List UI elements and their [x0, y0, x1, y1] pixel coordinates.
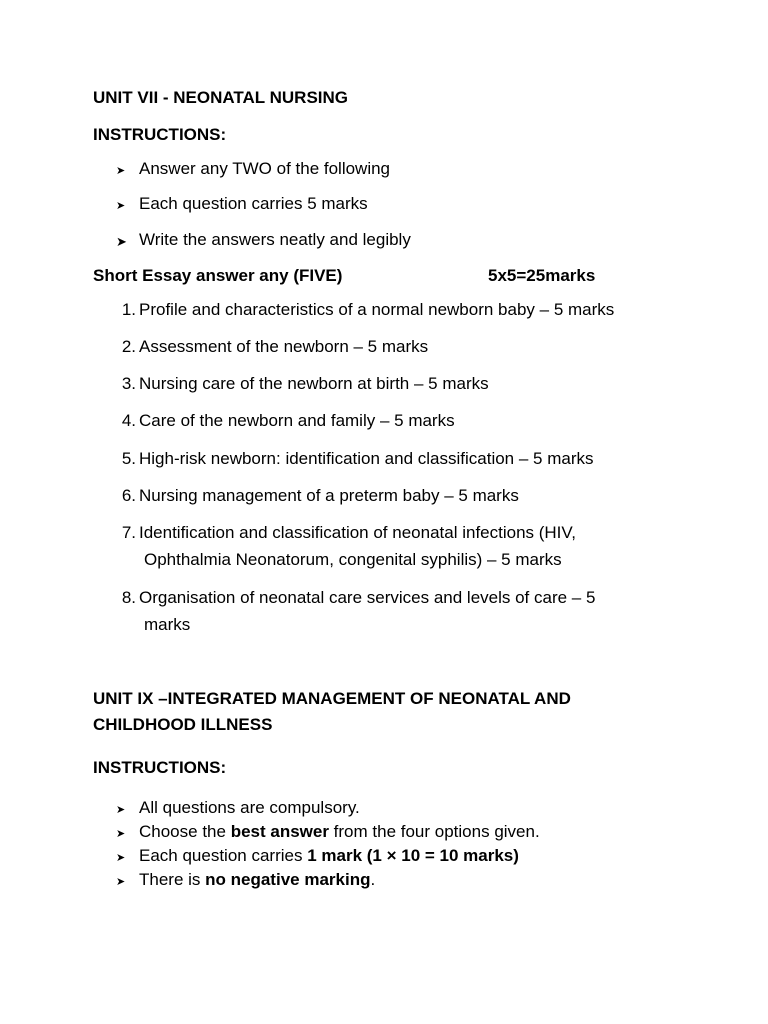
arrow-bullet-icon: ➤: [116, 165, 126, 177]
arrow-bullet-icon: ➤: [116, 804, 126, 816]
unit7-instructions-heading: INSTRUCTIONS:: [93, 125, 227, 144]
arrow-bullet-icon: ➤: [116, 200, 126, 212]
arrow-bullet-icon: ➤: [116, 852, 126, 864]
arrow-bullet-icon: ➤: [116, 234, 127, 249]
unit7-title: UNIT VII - NEONATAL NURSING: [93, 88, 348, 107]
arrow-bullet-icon: ➤: [116, 828, 126, 840]
unit9-title-line1: UNIT IX –INTEGRATED MANAGEMENT OF NEONATAL AND: [93, 689, 571, 708]
arrow-bullet-icon: ➤: [116, 876, 126, 888]
unit9-title-line2: CHILDHOOD ILLNESS: [93, 715, 273, 734]
section-heading: Short Essay answer any (FIVE): [93, 266, 343, 285]
document-page: UNIT VII - NEONATAL NURSING INSTRUCTIONS: ➤ Answer any TWO of the following ➤ Each question carries 5 marks ➤ Write the answers neatly and legibly Short Essay answer any (FIVE) 5x5=25marks 1. Profile and characteristics of a normal newborn baby – 5 marks 2. Assessment of the newborn – 5 marks 3. Nursing care of the newborn at birth – 5 marks 4. Care of the newborn and family – 5 marks 5. High-risk newborn: identification and classification – 5 marks 6. Nursing management of a preterm baby – 5 marks 7. Identification and classification of neonatal infections (HIV, Ophthalmia Neonatorum, congenital syphilis) – 5 marks 8. Organisation of neonatal care services and levels of care – 5 marks UNIT IX –INTEGRATED MANAGEMENT OF NEONATAL AND CHILDHOOD ILLNESS INSTRUCTIONS: ➤ All questions are compulsory. ➤ Choose the best answer from the four options given. ➤ Each question carries 1 mark (1 × 10 = 10 marks) ➤ There is no negative marking.: [0, 0, 768, 1024]
unit9-instructions-heading: INSTRUCTIONS:: [93, 758, 227, 777]
section-marks: 5x5=25marks: [488, 266, 596, 285]
